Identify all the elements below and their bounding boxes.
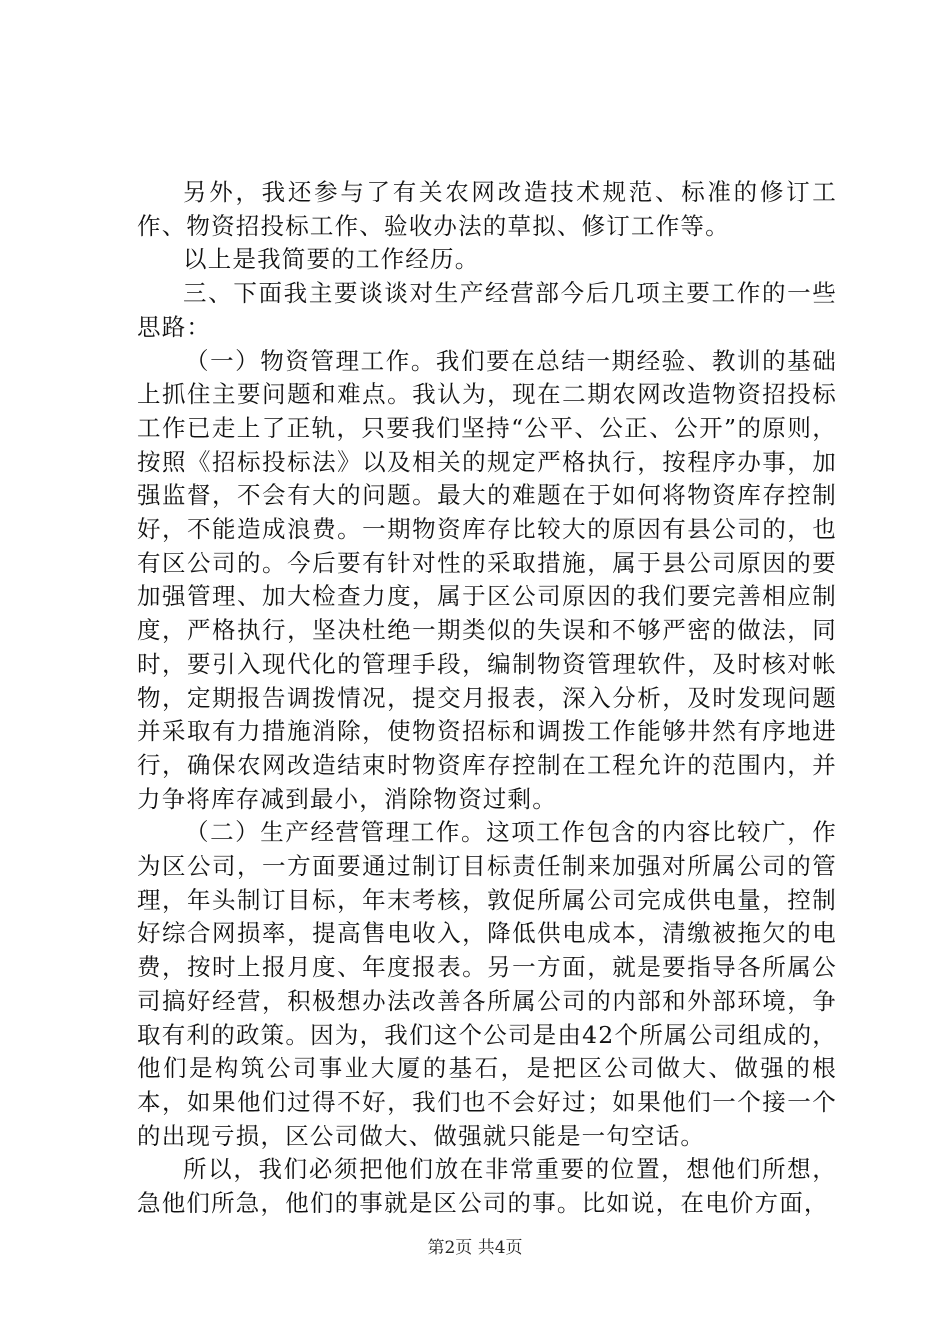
paragraph-production-management: （二）生产经营管理工作。这项工作包含的内容比较广，作为区公司，一方面要通过制订目标责任制来加强对所属公司的管理，年头制订目标，年末考核，敦促所属公司完成供电量，控制好综合网损率，提高售电收入，降低供电成本，清缴被拖欠的电费，按时上报月度、年度报表。另一方面，就是要指导各所属公司搞好经营，积极想办法改善各所属公司的内部和外部环境，争取有利的政策。因为，我们这个公司是由42个所属公司组成的，他们是构筑公司事业大厦的基石，是把区公司做大、做强的根本，如果他们过得不好，我们也不会好过；如果他们一个接一个的出现亏损，区公司做大、做强就只能是一句空话。: [137, 818, 837, 1150]
body-text: [137, 176, 837, 1221]
paragraph-materials-management: （一）物资管理工作。我们要在总结一期经验、教训的基础上抓住主要问题和难点。我认为，现在二期农网改造物资招投标工作已走上了正轨，只要我们坚持“公平、公正、公开”的原则，按照《招标投标法》以及相关的规定严格执行，按程序办事，加强监督，不会有大的问题。最大的难题在于如何将物资库存控制好，不能造成浪费。一期物资库存比较大的原因有县公司的，也有区公司的。今后要有针对性的采取措施，属于县公司原因的要加强管理、加大检查力度，属于区公司原因的我们要完善相应制度，严格执行，坚决杜绝一期类似的失误和不够严密的做法，同时，要引入现代化的管理手段，编制物资管理软件，及时核对帐物，定期报告调拨情况，提交月报表，深入分析，及时发现问题并采取有力措施消除，使物资招标和调拨工作能够井然有序地进行，确保农网改造结束时物资库存控制在工程允许的范围内，并力争将库存减到最小，消除物资过剩。: [137, 346, 837, 813]
paragraph-summary: 以上是我简要的工作经历。: [183, 245, 480, 274]
paragraph-other-work: 另外，我还参与了有关农网改造技术规范、标准的修订工作、物资招投标工作、验收办法的草拟、修订工作等。: [137, 178, 837, 240]
page-footer: 第2页 共4页: [427, 1238, 523, 1258]
paragraph-therefore: 所以，我们必须把他们放在非常重要的位置，想他们所想，急他们所急，他们的事就是区公司的事。比如说，在电价方面，: [137, 1155, 837, 1218]
paragraph-section-three: 三、下面我主要谈谈对生产经营部今后几项主要工作的一些思路：: [137, 279, 837, 341]
